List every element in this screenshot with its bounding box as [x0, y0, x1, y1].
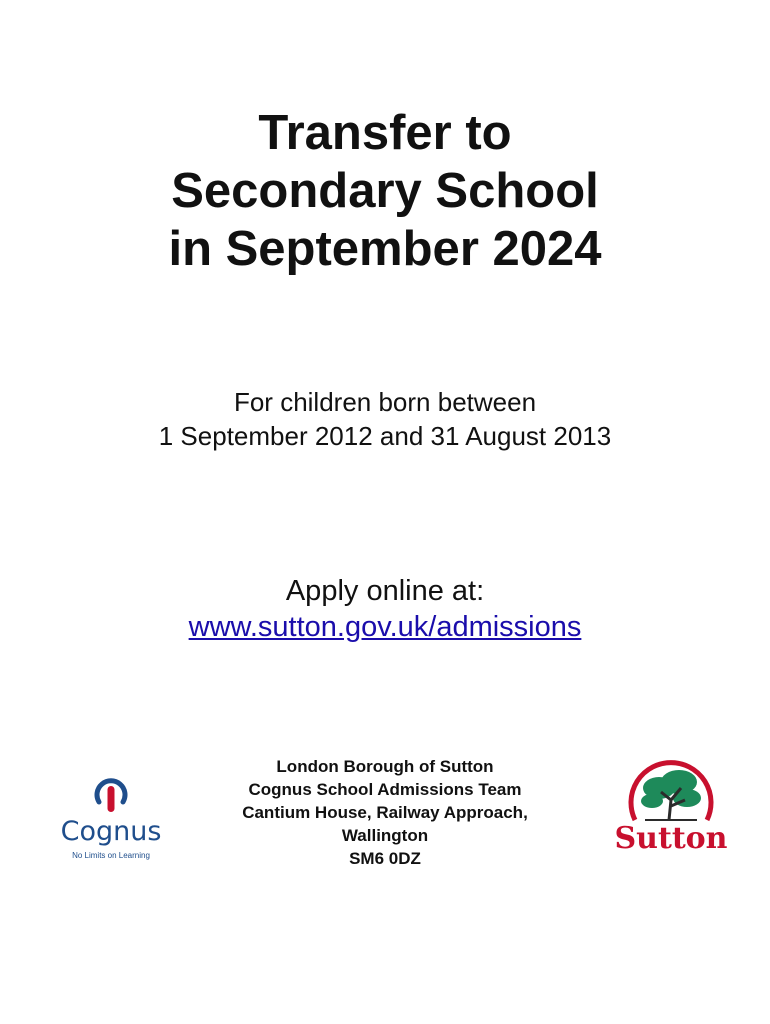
- address-line-5: SM6 0DZ: [349, 849, 421, 868]
- eligibility-line-2: 1 September 2012 and 31 August 2013: [158, 421, 612, 451]
- address-line-4: Wallington: [341, 826, 429, 845]
- apply-section: [0, 573, 770, 645]
- title-line-2: Secondary School: [171, 164, 599, 218]
- cognus-logo: [52, 772, 170, 867]
- cognus-wordmark: Cognus: [60, 816, 162, 847]
- address-block: [210, 755, 560, 870]
- apply-label: Apply online at:: [285, 575, 485, 607]
- document-title: [0, 104, 770, 278]
- address-line-3: Cantium House, Railway Approach,: [242, 803, 528, 822]
- eligibility-text: [0, 385, 770, 453]
- sutton-tree-icon: [625, 758, 717, 824]
- cognus-tagline: No Limits on Learning: [72, 851, 150, 860]
- admissions-link[interactable]: www.sutton.gov.uk/admissions: [188, 611, 582, 643]
- address-line-1: London Borough of Sutton: [276, 757, 494, 776]
- sutton-logo: [612, 758, 730, 858]
- title-line-3: in September 2024: [168, 222, 602, 276]
- eligibility-line-1: For children born between: [233, 387, 537, 417]
- cognus-keyhole-icon: [90, 772, 132, 816]
- sutton-wordmark: Sutton: [614, 821, 728, 856]
- address-line-2: Cognus School Admissions Team: [248, 780, 522, 799]
- title-line-1: Transfer to: [258, 106, 512, 160]
